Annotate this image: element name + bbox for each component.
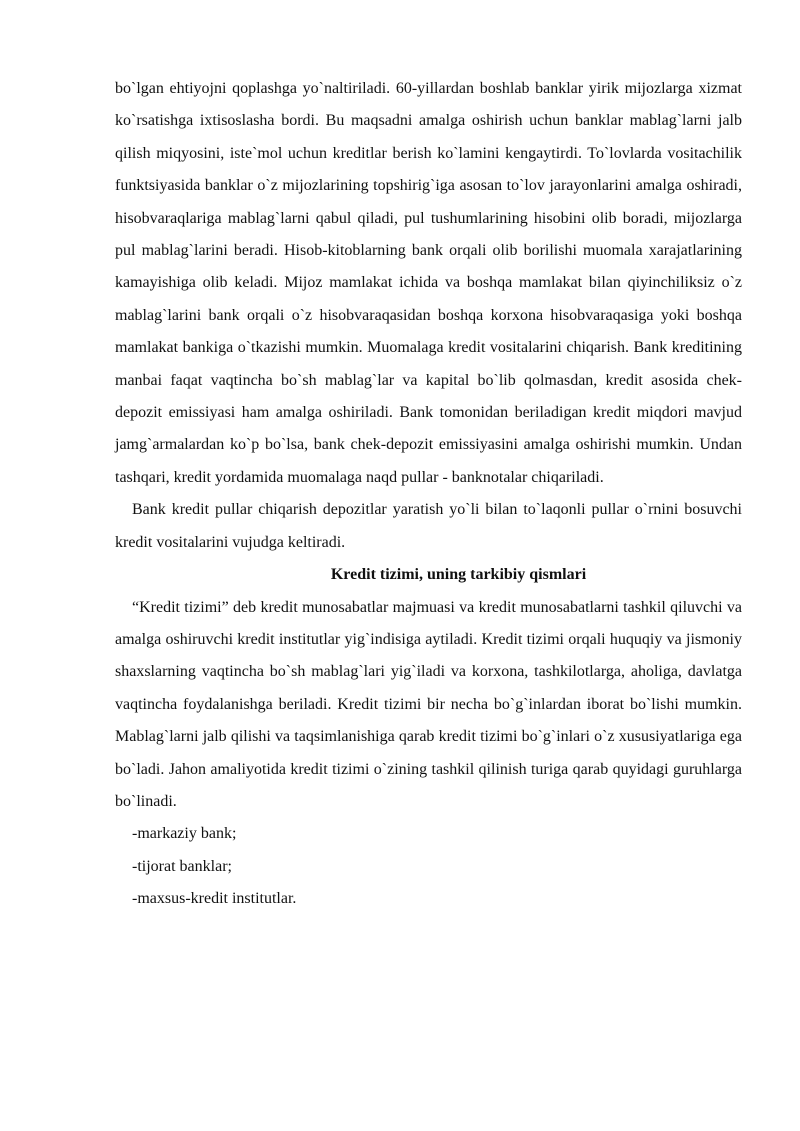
list-item: -maxsus-kredit institutlar. — [132, 890, 297, 908]
credit-system-list — [115, 818, 742, 915]
list-item: -markaziy bank; — [132, 825, 237, 843]
paragraph-credit-instruments: Bank kredit pullar chiqarish depozitlar yaratish yo`li bilan to`laqonli pullar o`rnini bosuvchi kredit vositalarini vujudga keltiradi. — [115, 501, 742, 551]
section-heading: Kredit tizimi, uning tarkibiy qismlari — [330, 566, 587, 584]
paragraph-credit-system-definition: “Kredit tizimi” deb kredit munosabatlar majmuasi va kredit munosabatlarni tashkil qiluvchi va amalga oshiruvchi kredit institutlar yig`indisiga aytiladi. Kredit tizimi orqali huquqiy va jismoniy shaxslarning vaqtincha bo`sh mablag`lari yig`iladi va korxona, tashkilotlarga, aholiga, davlatga vaqtincha foydalanishga beriladi. Kredit tizimi bir necha bo`g`inlardan iborat bo`lishi mumkin. Mablag`larni jalb qilishi va taqsimlanishiga qarab kredit tizimi bo`g`inlari o`z xususiyatlariga ega bo`ladi. Jahon amaliyotida kredit tizimi o`zining tashkil qilinish turiga qarab quyidagi guruhlarga bo`linadi. — [115, 598, 742, 810]
list-item: -tijorat banklar; — [132, 857, 232, 875]
paragraph-banks-functions: bo`lgan ehtiyojni qoplashga yo`naltiriladi. 60-yillardan boshlab banklar yirik mijozlarga xizmat ko`rsatishga ixtisoslasha bordi. Bu maqsadni amalga oshirish uchun banklar mablag`larni jalb qilish miqyosini, iste`mol uchun kreditlar berish ko`lamini kengaytirdi. To`lovlarda vositachilik funktsiyasida banklar o`z mijozlarining topshirig`iga asosan to`lov jarayonlarini amalga oshiradi, hisobvaraqlariga mablag`larni qabul qiladi, pul tushumlarining hisobini olib boradi, mijozlarga pul mablag`larini beradi. Hisob-kitoblarning bank orqali olib borilishi muomala xarajatlarining kamayishiga olib keladi. Mijoz mamlakat ichida va boshqa mamlakat bilan qiyinchiliksiz o`z mablag`larini bank orqali o`z hisobvaraqasidan boshqa korxona hisobvaraqasiga yoki boshqa mamlakat bankiga o`tkazishi mumkin. Muomalaga kredit vositalarini chiqarish. Bank kreditining manbai faqat vaqtincha bo`sh mablag`lar va kapital bo`lib qolmasdan, kredit asosida chek-depozit emissiyasi ham amalga oshiriladi. Bank tomonidan beriladigan kredit miqdori mavjud jamg`armalardan ko`p bo`lsa, bank chek-depozit emissiyasini amalga oshirishi mumkin. Undan tashqari, kredit yordamida muomalaga naqd pullar - banknotalar chiqariladi. — [115, 80, 742, 486]
document-body — [115, 73, 742, 916]
